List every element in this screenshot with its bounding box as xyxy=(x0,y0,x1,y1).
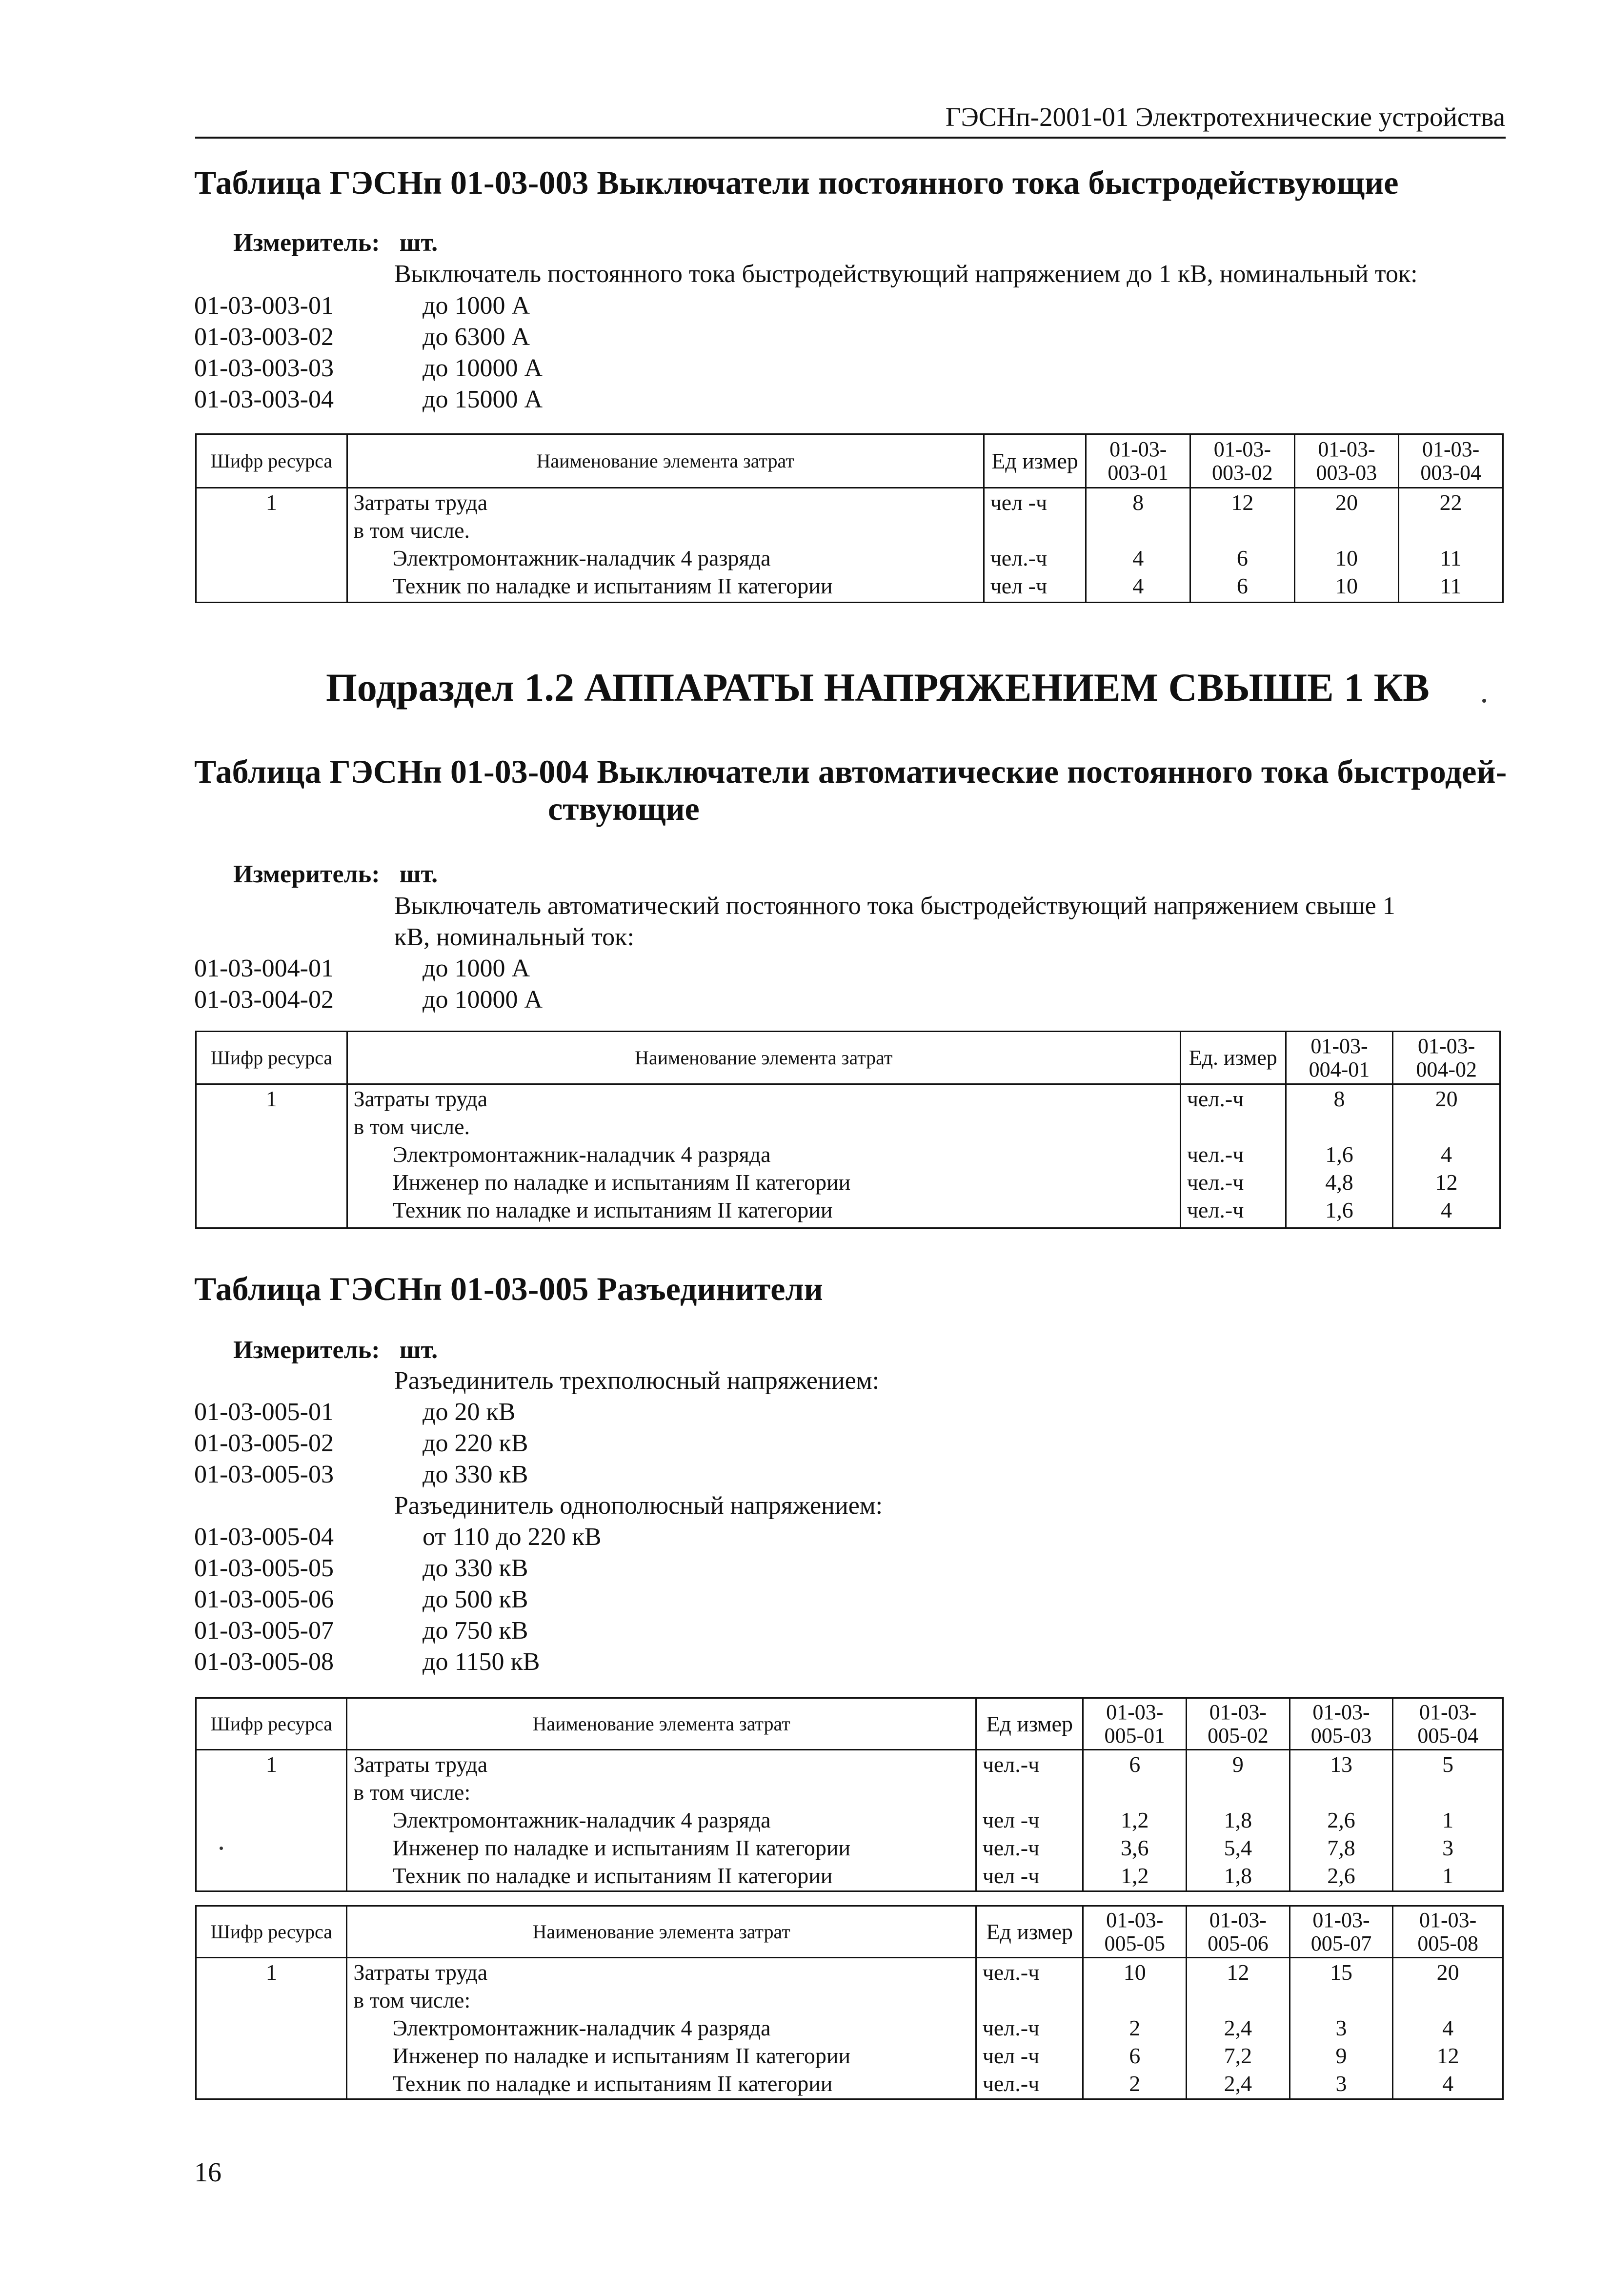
group-heading: Разъединитель трехполюсный напряжением: xyxy=(394,1367,880,1395)
item-label: до 1150 кВ xyxy=(423,1648,540,1676)
header-name: Наименование элемента затрат xyxy=(347,1906,976,1958)
header-name: Наименование элемента затрат xyxy=(347,1032,1180,1084)
table-005-b xyxy=(195,1905,1504,2100)
header-norm-code: 01-03- 005-06 xyxy=(1187,1906,1290,1958)
item-code: 01-03-005-01 xyxy=(194,1398,334,1426)
cost-elements: Затраты труда в том числе. Электромонтажник-наладчик 4 разряда Техник по наладке и испытаниям II категории xyxy=(347,488,984,603)
item-label: до 750 кВ xyxy=(423,1617,528,1645)
values-column: 15 3 9 3 xyxy=(1290,1958,1393,2099)
units-column: чел.-ч чел.-ч чел.-ч чел.-ч xyxy=(1180,1084,1286,1228)
item-label: до 1000 А xyxy=(423,955,530,982)
values-column: 20 4 12 4 xyxy=(1393,1958,1503,2099)
stray-dot xyxy=(1482,699,1486,703)
header-name: Наименование элемента затрат xyxy=(347,434,984,488)
table-004-meter xyxy=(233,860,438,889)
header-norm-code: 01-03- 005-05 xyxy=(1083,1906,1187,1958)
units-column: чел -ч чел.-ч чел -ч xyxy=(984,488,1086,603)
values-column: 13 2,6 7,8 2,6 xyxy=(1290,1750,1393,1891)
item-label: до 220 кВ xyxy=(423,1429,528,1457)
row-code: 1 xyxy=(196,1750,347,1891)
table-003-title: Таблица ГЭСНп 01-03-003 Выключатели постоянного тока быстродействующие xyxy=(194,164,1399,201)
header-unit: Ед измер xyxy=(976,1698,1083,1750)
header-unit: Ед измер xyxy=(984,434,1086,488)
meter-label: Измеритель: xyxy=(233,860,380,888)
table-004-description-cont: кВ, номинальный ток: xyxy=(394,923,634,951)
page-number: 16 xyxy=(194,2157,222,2188)
header-norm-code: 01-03- 003-03 xyxy=(1294,434,1399,488)
header-norm-code: 01-03- 005-04 xyxy=(1393,1698,1503,1750)
header-code: Шифр ресурса xyxy=(196,1906,347,1958)
meter-label: Измеритель: xyxy=(233,1336,380,1364)
header-norm-code: 01-03- 004-01 xyxy=(1286,1032,1393,1084)
group-heading: Разъединитель однополюсный напряжением: xyxy=(394,1492,883,1520)
item-code: 01-03-005-04 xyxy=(194,1523,334,1551)
item-label: до 330 кВ xyxy=(423,1554,528,1582)
item-label: до 500 кВ xyxy=(423,1585,528,1613)
table-003 xyxy=(195,433,1504,603)
values-column: 8 1,6 4,8 1,6 xyxy=(1286,1084,1393,1228)
values-column: 12 2,4 7,2 2,4 xyxy=(1187,1958,1290,2099)
cost-elements: Затраты труда в том числе: Электромонтажник-наладчик 4 разряда Инженер по наладке и испытаниям II категории Техник по наладке и испытаниям II категории xyxy=(347,1750,976,1891)
values-column: 6 1,2 3,6 1,2 xyxy=(1083,1750,1187,1891)
header-norm-code: 01-03- 004-02 xyxy=(1393,1032,1500,1084)
header-unit: Ед. измер xyxy=(1180,1032,1286,1084)
values-column: 20 10 10 xyxy=(1294,488,1399,603)
header-code: Шифр ресурса xyxy=(196,1698,347,1750)
header-code: Шифр ресурса xyxy=(196,434,347,488)
running-header: ГЭСНп-2001-01 Электротехнические устройства xyxy=(945,102,1505,132)
meter-value: шт. xyxy=(399,1336,438,1364)
header-code: Шифр ресурса xyxy=(196,1032,347,1084)
item-code: 01-03-005-07 xyxy=(194,1617,334,1645)
table-004 xyxy=(195,1031,1501,1229)
header-norm-code: 01-03- 005-07 xyxy=(1290,1906,1393,1958)
table-004-title-cont: ствующие xyxy=(548,790,700,827)
item-code: 01-03-005-02 xyxy=(194,1429,334,1457)
header-rule xyxy=(195,137,1506,139)
meter-value: шт. xyxy=(399,229,438,257)
item-code: 01-03-003-04 xyxy=(194,386,334,413)
header-norm-code: 01-03- 005-02 xyxy=(1187,1698,1290,1750)
stray-dot xyxy=(220,1847,223,1850)
header-norm-code: 01-03- 005-01 xyxy=(1083,1698,1187,1750)
item-code: 01-03-004-02 xyxy=(194,986,334,1014)
table-004-title: Таблица ГЭСНп 01-03-004 Выключатели автоматические постоянного тока быстродей- xyxy=(194,753,1507,790)
table-005-meter xyxy=(233,1336,438,1364)
values-column: 12 6 6 xyxy=(1190,488,1295,603)
header-name: Наименование элемента затрат xyxy=(347,1698,976,1750)
item-label: до 6300 А xyxy=(423,323,530,351)
header-norm-code: 01-03- 003-04 xyxy=(1399,434,1503,488)
item-label: до 1000 А xyxy=(423,292,530,320)
header-unit: Ед измер xyxy=(976,1906,1083,1958)
item-code: 01-03-003-03 xyxy=(194,354,334,382)
row-code: 1 xyxy=(196,1958,347,2099)
table-003-description: Выключатель постоянного тока быстродействующий напряжением до 1 кВ, номинальный ток: xyxy=(394,260,1418,288)
header-norm-code: 01-03- 005-03 xyxy=(1290,1698,1393,1750)
item-label: до 10000 А xyxy=(423,354,543,382)
header-norm-code: 01-03- 005-08 xyxy=(1393,1906,1503,1958)
item-label: до 20 кВ xyxy=(423,1398,516,1426)
meter-label: Измеритель: xyxy=(233,229,380,257)
meter-value: шт. xyxy=(399,860,438,888)
item-label: до 15000 А xyxy=(423,386,543,413)
table-003-meter xyxy=(233,228,438,257)
item-label: от 110 до 220 кВ xyxy=(423,1523,602,1551)
item-label: до 10000 А xyxy=(423,986,543,1014)
values-column: 22 11 11 xyxy=(1399,488,1503,603)
units-column: чел.-ч чел -ч чел.-ч чел -ч xyxy=(976,1750,1083,1891)
values-column: 8 4 4 xyxy=(1086,488,1190,603)
table-005-title: Таблица ГЭСНп 01-03-005 Разъединители xyxy=(194,1270,823,1307)
values-column: 5 1 3 1 xyxy=(1393,1750,1503,1891)
item-code: 01-03-003-01 xyxy=(194,292,334,320)
header-norm-code: 01-03- 003-01 xyxy=(1086,434,1190,488)
item-label: до 330 кВ xyxy=(423,1461,528,1488)
item-code: 01-03-005-08 xyxy=(194,1648,334,1676)
row-code: 1 xyxy=(196,488,347,603)
table-005-a xyxy=(195,1697,1504,1892)
row-code: 1 xyxy=(196,1084,347,1228)
values-column: 20 4 12 4 xyxy=(1393,1084,1500,1228)
header-norm-code: 01-03- 003-02 xyxy=(1190,434,1295,488)
values-column: 10 2 6 2 xyxy=(1083,1958,1187,2099)
item-code: 01-03-004-01 xyxy=(194,955,334,982)
item-code: 01-03-005-06 xyxy=(194,1585,334,1613)
values-column: 9 1,8 5,4 1,8 xyxy=(1187,1750,1290,1891)
cost-elements: Затраты труда в том числе: Электромонтажник-наладчик 4 разряда Инженер по наладке и испытаниям II категории Техник по наладке и испытаниям II категории xyxy=(347,1958,976,2099)
units-column: чел.-ч чел.-ч чел -ч чел.-ч xyxy=(976,1958,1083,2099)
cost-elements: Затраты труда в том числе. Электромонтажник-наладчик 4 разряда Инженер по наладке и испытаниям II категории Техник по наладке и испытаниям II категории xyxy=(347,1084,1180,1228)
table-004-description: Выключатель автоматический постоянного тока быстродействующий напряжением свыше 1 xyxy=(394,892,1395,920)
item-code: 01-03-005-05 xyxy=(194,1554,334,1582)
subdivision-title: Подраздел 1.2 АППАРАТЫ НАПРЯЖЕНИЕМ СВЫШЕ 1 КВ xyxy=(326,665,1430,710)
item-code: 01-03-005-03 xyxy=(194,1461,334,1488)
item-code: 01-03-003-02 xyxy=(194,323,334,351)
